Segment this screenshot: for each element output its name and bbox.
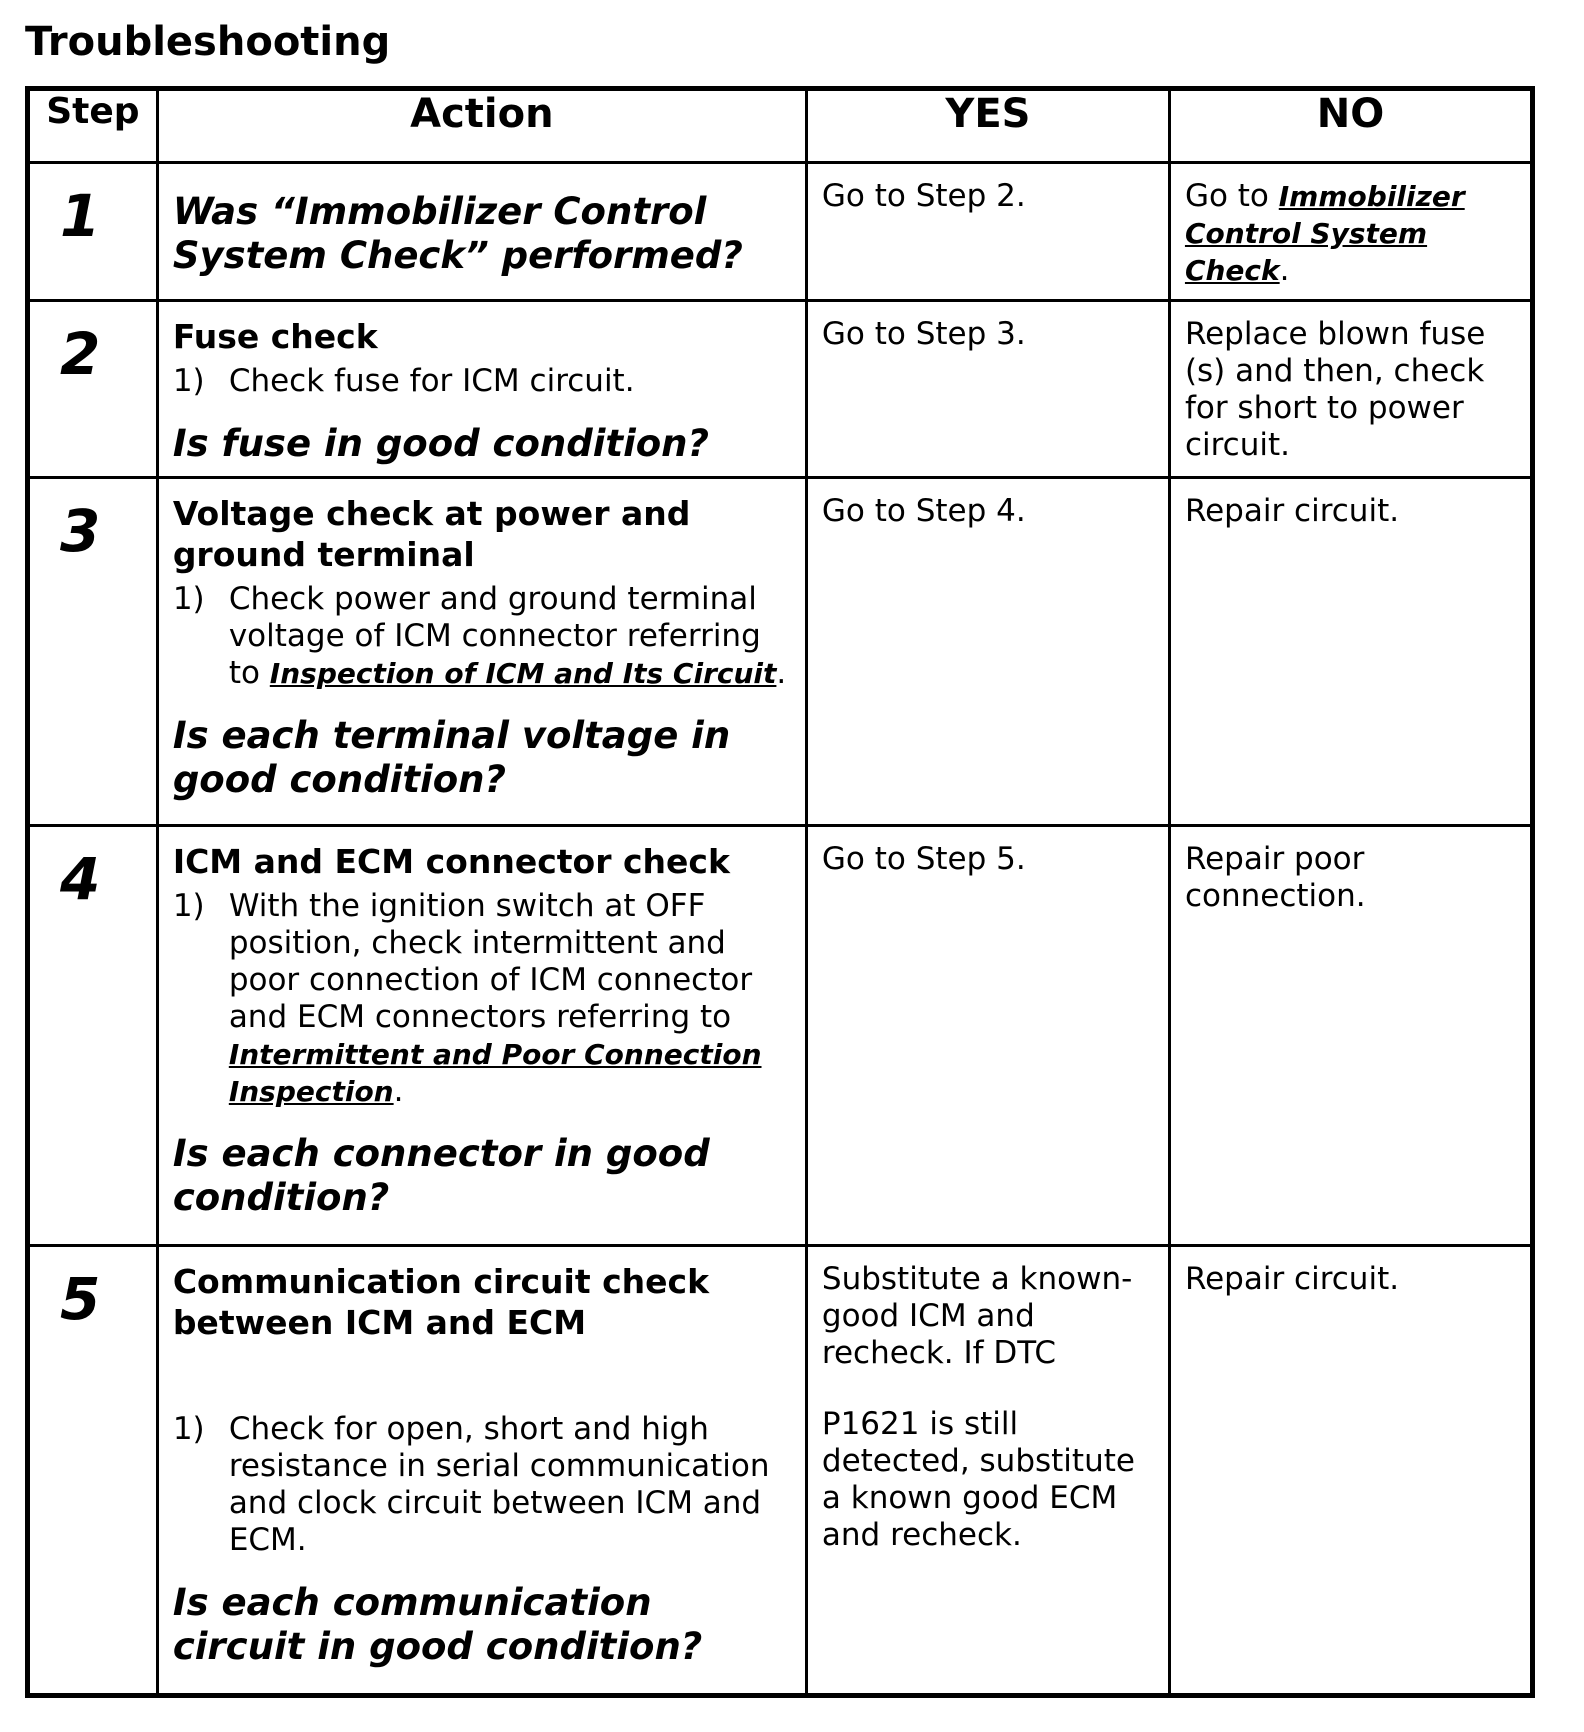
step-number: 2: [60, 320, 101, 388]
inspection-icm-link[interactable]: Inspection of ICM and Its Circuit: [269, 657, 777, 690]
step-cell: [28, 478, 158, 826]
step-cell: [28, 1246, 158, 1696]
yes-text: Go to Step 5.: [821, 841, 1026, 877]
step-heading: Fuse check: [172, 317, 378, 356]
step-number: 4: [60, 845, 101, 913]
table-row: [28, 478, 1533, 826]
yes-cell: [806, 163, 1169, 301]
step-cell: [28, 826, 158, 1246]
step-number: 3: [60, 497, 101, 565]
item-suffix: .: [776, 655, 787, 691]
header-row: [28, 89, 1533, 163]
action-cell: [157, 478, 806, 826]
step-heading: ICM and ECM connector check: [172, 842, 730, 881]
no-cell: [1169, 826, 1532, 1246]
list-item: [173, 1411, 793, 1559]
step-cell: [28, 163, 158, 301]
intermittent-connection-link[interactable]: Intermittent and Poor Connection Inspection: [228, 1038, 762, 1108]
item-number: 1): [172, 363, 205, 399]
action-cell: [157, 301, 806, 478]
no-text: Repair poor connection.: [1184, 841, 1366, 914]
yes-text: Substitute a known-good ICM and recheck. If DTC: [821, 1261, 1133, 1371]
step-question: Is each terminal voltage in good condition?: [172, 714, 731, 801]
item-text: Check power and ground terminal voltage of ICM connector referring to: [228, 581, 761, 691]
no-cell: [1169, 301, 1532, 478]
step-heading: Voltage check at power and ground terminal: [172, 494, 691, 574]
action-cell: [157, 1246, 806, 1696]
troubleshooting-table: [25, 86, 1535, 1698]
list-item: [173, 363, 793, 400]
action-cell: [157, 826, 806, 1246]
yes-cell: [806, 1246, 1169, 1696]
step-number: 1: [60, 182, 101, 250]
table-row: [28, 1246, 1533, 1696]
item-text: Check for open, short and high resistance in serial communication and clock circuit between ICM and ECM.: [228, 1411, 770, 1558]
step-number: 5: [60, 1265, 101, 1333]
table-row: [28, 163, 1533, 301]
no-text: Repair circuit.: [1184, 493, 1400, 529]
no-suffix: .: [1279, 252, 1290, 288]
yes-text: Go to Step 3.: [821, 316, 1026, 352]
step-question: Is each connector in good condition?: [172, 1132, 710, 1219]
step-cell: [28, 301, 158, 478]
item-number: 1): [172, 581, 205, 617]
yes-text: Go to Step 4.: [821, 493, 1026, 529]
step-question: Is fuse in good condition?: [172, 422, 709, 465]
header-no: NO: [1169, 89, 1532, 163]
page-title: Troubleshooting: [25, 19, 391, 65]
header-action: Action: [157, 89, 806, 163]
step-heading: Communication circuit check between ICM and ECM: [172, 1262, 710, 1342]
list-item: [173, 888, 793, 1110]
no-cell: [1169, 163, 1532, 301]
yes-cell: [806, 301, 1169, 478]
table-row: [28, 301, 1533, 478]
yes-text-continued: P1621 is still detected, substitute a known good ECM and recheck.: [821, 1406, 1135, 1553]
no-text: Repair circuit.: [1184, 1261, 1400, 1297]
item-text: Check fuse for ICM circuit.: [228, 363, 635, 399]
item-number: 1): [172, 1411, 205, 1447]
step-question: Was “Immobilizer Control System Check” performed?: [172, 190, 743, 277]
no-cell: [1169, 1246, 1532, 1696]
yes-cell: [806, 478, 1169, 826]
item-text: With the ignition switch at OFF position, check intermittent and poor connection of ICM connector and ECM connectors referring to: [228, 888, 753, 1035]
no-text: Go to: [1184, 178, 1279, 214]
no-cell: [1169, 478, 1532, 826]
yes-cell: [806, 826, 1169, 1246]
item-number: 1): [172, 888, 205, 924]
step-question: Is each communication circuit in good condition?: [172, 1581, 703, 1668]
item-suffix: .: [393, 1073, 404, 1109]
yes-text: Go to Step 2.: [821, 178, 1026, 214]
table-row: [28, 826, 1533, 1246]
header-yes: YES: [806, 89, 1169, 163]
header-step: Step: [28, 89, 158, 163]
action-cell: [157, 163, 806, 301]
list-item: [173, 581, 793, 692]
immobilizer-check-link[interactable]: Immobilizer Control System Check: [1184, 180, 1465, 287]
no-text: Replace blown fuse (s) and then, check for short to power circuit.: [1184, 316, 1486, 463]
